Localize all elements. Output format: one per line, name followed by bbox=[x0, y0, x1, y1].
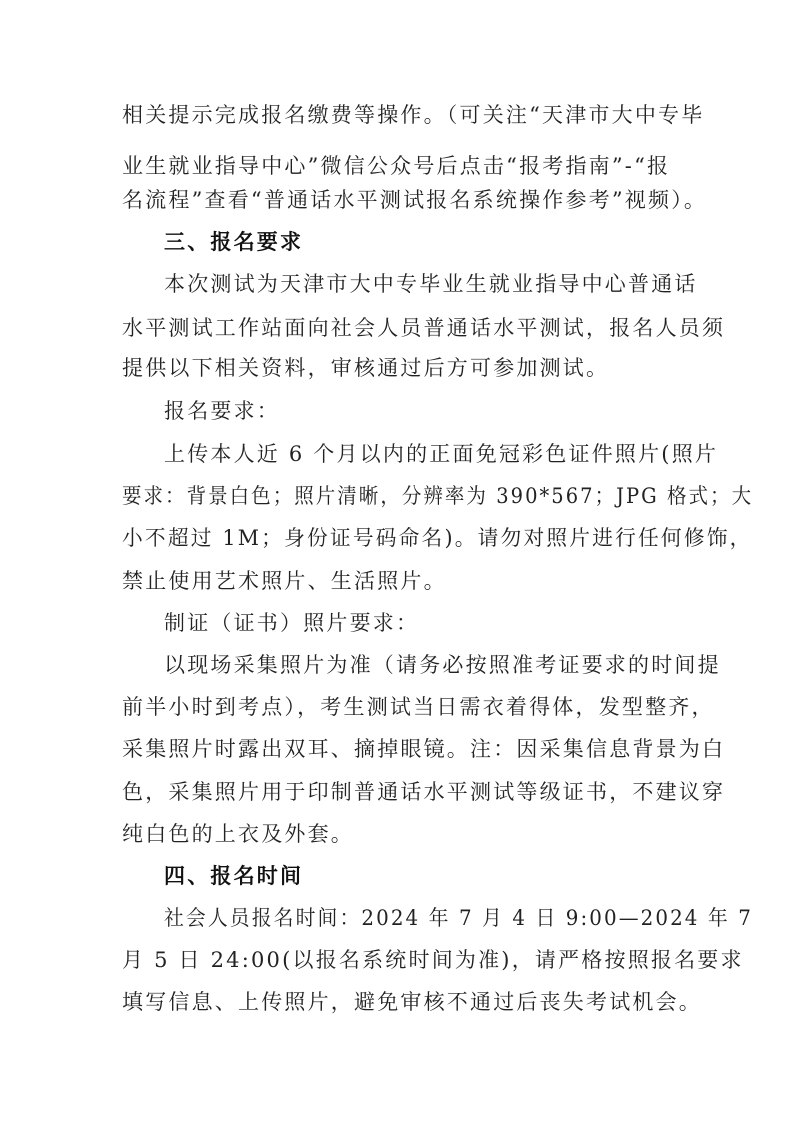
paragraph-line: 社会人员报名时间：2024 年 7 月 4 日 9:00—2024 年 7 bbox=[164, 906, 753, 930]
paragraph-line: 以现场采集照片为准（请务必按照准考证要求的时间提 bbox=[164, 653, 721, 677]
paragraph-line: 月 5 日 24:00(以报名系统时间为准)，请严格按照报名要求 bbox=[122, 948, 744, 972]
paragraph-line: 禁止使用艺术照片、生活照片。 bbox=[122, 569, 447, 593]
paragraph-line: 纯白色的上衣及外套。 bbox=[122, 822, 354, 846]
paragraph-line: 上传本人近 6 个月以内的正面免冠彩色证件照片(照片 bbox=[164, 442, 719, 466]
section-heading-requirements: 三、报名要求 bbox=[164, 230, 304, 254]
paragraph-line: 要求：背景白色；照片清晰，分辨率为 390*567；JPG 格式；大 bbox=[122, 484, 754, 508]
paragraph-line: 水平测试工作站面向社会人员普通话水平测试，报名人员须 bbox=[122, 316, 726, 340]
paragraph-line: 前半小时到考点），考生测试当日需衣着得体，发型整齐， bbox=[122, 695, 715, 719]
paragraph-line: 提供以下相关资料，审核通过后方可参加测试。 bbox=[122, 356, 610, 380]
section-heading-time: 四、报名时间 bbox=[164, 864, 304, 888]
sub-heading-registration-requirements: 报名要求： bbox=[164, 399, 280, 423]
paragraph-line: 业生就业指导中心”微信公众号后点击“报考指南”-“报 bbox=[122, 154, 671, 178]
paragraph-line: 相关提示完成报名缴费等操作。（可关注“天津市大中专毕 bbox=[122, 103, 705, 127]
paragraph-line: 填写信息、上传照片，避免审核不通过后丧失考试机会。 bbox=[122, 990, 702, 1014]
paragraph-line: 色，采集照片用于印制普通话水平测试等级证书，不建议穿 bbox=[122, 780, 726, 804]
paragraph-line: 本次测试为天津市大中专毕业生就业指导中心普通话 bbox=[164, 272, 698, 296]
paragraph-line: 采集照片时露出双耳、摘掉眼镜。注：因采集信息背景为白 bbox=[122, 737, 726, 761]
paragraph-line: 小不超过 1M；身份证号码命名)。请勿对照片进行任何修饰， bbox=[122, 526, 753, 550]
paragraph-line: 名流程”查看“普通话水平测试报名系统操作参考”视频）。 bbox=[122, 188, 708, 212]
sub-heading-certificate-photo: 制证（证书）照片要求： bbox=[164, 611, 420, 635]
